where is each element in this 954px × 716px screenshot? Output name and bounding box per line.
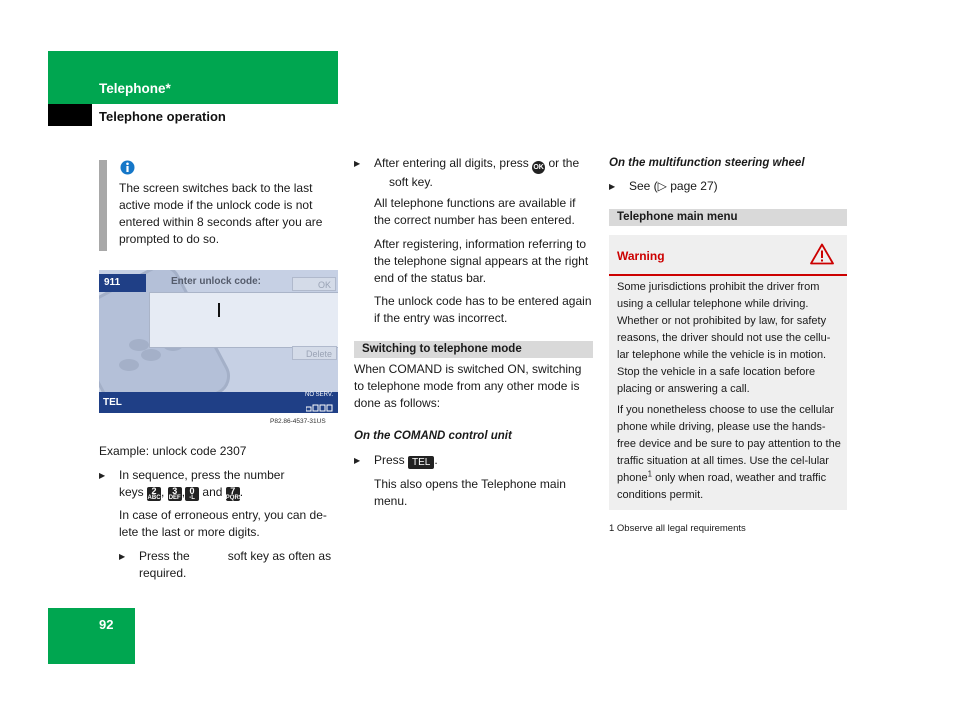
step-press-tel: ▶ Press TEL . (354, 453, 438, 468)
warning-title: Warning (617, 249, 665, 263)
screen-ok-button[interactable]: OK (292, 277, 336, 291)
section-title: Telephone operation (99, 109, 226, 124)
warning-paragraph-1: Some jurisdictions prohibit the driver from using a cellular telephone while driving. Whether or not prohibited by law, for safety reasons, the driver should not use the cellu-lar telephone while the vehicle is in motion. Stop the vehicle in a safe location before placing or answering a call. (617, 281, 831, 395)
bullet-arrow-icon: ▶ (119, 552, 126, 561)
head-control-unit: On the COMAND control unit (354, 430, 512, 442)
chapter-title: Telephone* (99, 81, 171, 96)
ok-key-icon[interactable]: OK (532, 161, 545, 174)
screen-no-service: NO SERV. (305, 392, 334, 398)
bullet-arrow-icon: ▶ (99, 471, 106, 480)
para-opens-menu: This also opens the Telephone main menu. (374, 477, 566, 508)
step-see-page: ▶ See (▷ page 27) (609, 179, 718, 193)
example-text: Example: unlock code 2307 (99, 444, 247, 458)
image-caption: P82.86-4537-31US (270, 418, 326, 425)
text-cursor (218, 303, 220, 317)
footnote-marker: 1 (647, 469, 653, 479)
footnote: 1 Observe all legal requirements (609, 523, 746, 534)
step-press-keys: ▶ In sequence, press the number keys 2 ABC, 3 DEF, 0 -L and 7 PQRS. (99, 468, 285, 501)
key-3-icon[interactable]: 3 DEF (168, 486, 181, 501)
para-registering: After registering, information referring to the telephone signal appears at the right end of the status bar. (374, 237, 589, 285)
key-2-icon[interactable]: 2 ABC (147, 486, 161, 501)
section-switching: Switching to telephone mode (354, 341, 593, 358)
head-steering-wheel: On the multifunction steering wheel (609, 157, 805, 169)
unlock-screen (99, 270, 338, 413)
warning-divider (609, 274, 847, 276)
page-number-block (48, 608, 135, 664)
para-when-comand: When COMAND is switched ON, switching to telephone mode from any other mode is done as follows: (354, 362, 582, 410)
signal-bars-icon (306, 400, 334, 408)
warning-triangle-icon (810, 243, 834, 265)
info-bar (99, 160, 107, 251)
screen-prompt: Enter unlock code: (171, 276, 262, 287)
key-0-icon[interactable]: 0 -L (185, 487, 199, 501)
section-main-menu: Telephone main menu (609, 209, 847, 226)
info-icon (120, 160, 135, 175)
black-tab (48, 104, 92, 126)
para-functions-available: All telephone functions are available if the correct number has been entered. (374, 196, 576, 227)
step-after-digits: ▶ After entering all digits, press OK or the soft key. (354, 156, 580, 189)
screen-code: 911 (104, 277, 121, 288)
header-band (48, 51, 338, 104)
screen-delete-button[interactable]: Delete (292, 346, 337, 360)
bullet-arrow-icon: ▶ (354, 456, 361, 465)
bullet-arrow-icon: ▶ (354, 159, 361, 168)
tel-key-icon[interactable]: TEL (408, 456, 434, 469)
page-number: 92 (99, 617, 114, 632)
bullet-arrow-icon: ▶ (609, 182, 616, 191)
info-text: The screen switches back to the last active mode if the unlock code is not entered within 8 seconds after you are prompted to do so. (119, 181, 323, 246)
screen-status-bar (99, 392, 338, 413)
para-reenter: The unlock code has to be entered again if the entry was incorrect. (374, 294, 592, 325)
warning-paragraph-2: If you nonetheless choose to use the cellular phone while driving, please use the hands-free device and be sure to pay attention to the traffic situation at all times. Use the cel-lular phone$^1$ only when road, weather and traffic conditions permit. (617, 404, 841, 501)
substep-delete: ▶ Press the soft key as often as required. (119, 549, 332, 580)
key-7-icon[interactable]: 7 PQRS (225, 486, 243, 501)
screen-tel-label: TEL (103, 397, 122, 408)
code-entry-field (149, 292, 338, 348)
error-text: In case of erroneous entry, you can de-lete the last or more digits. (119, 508, 327, 539)
